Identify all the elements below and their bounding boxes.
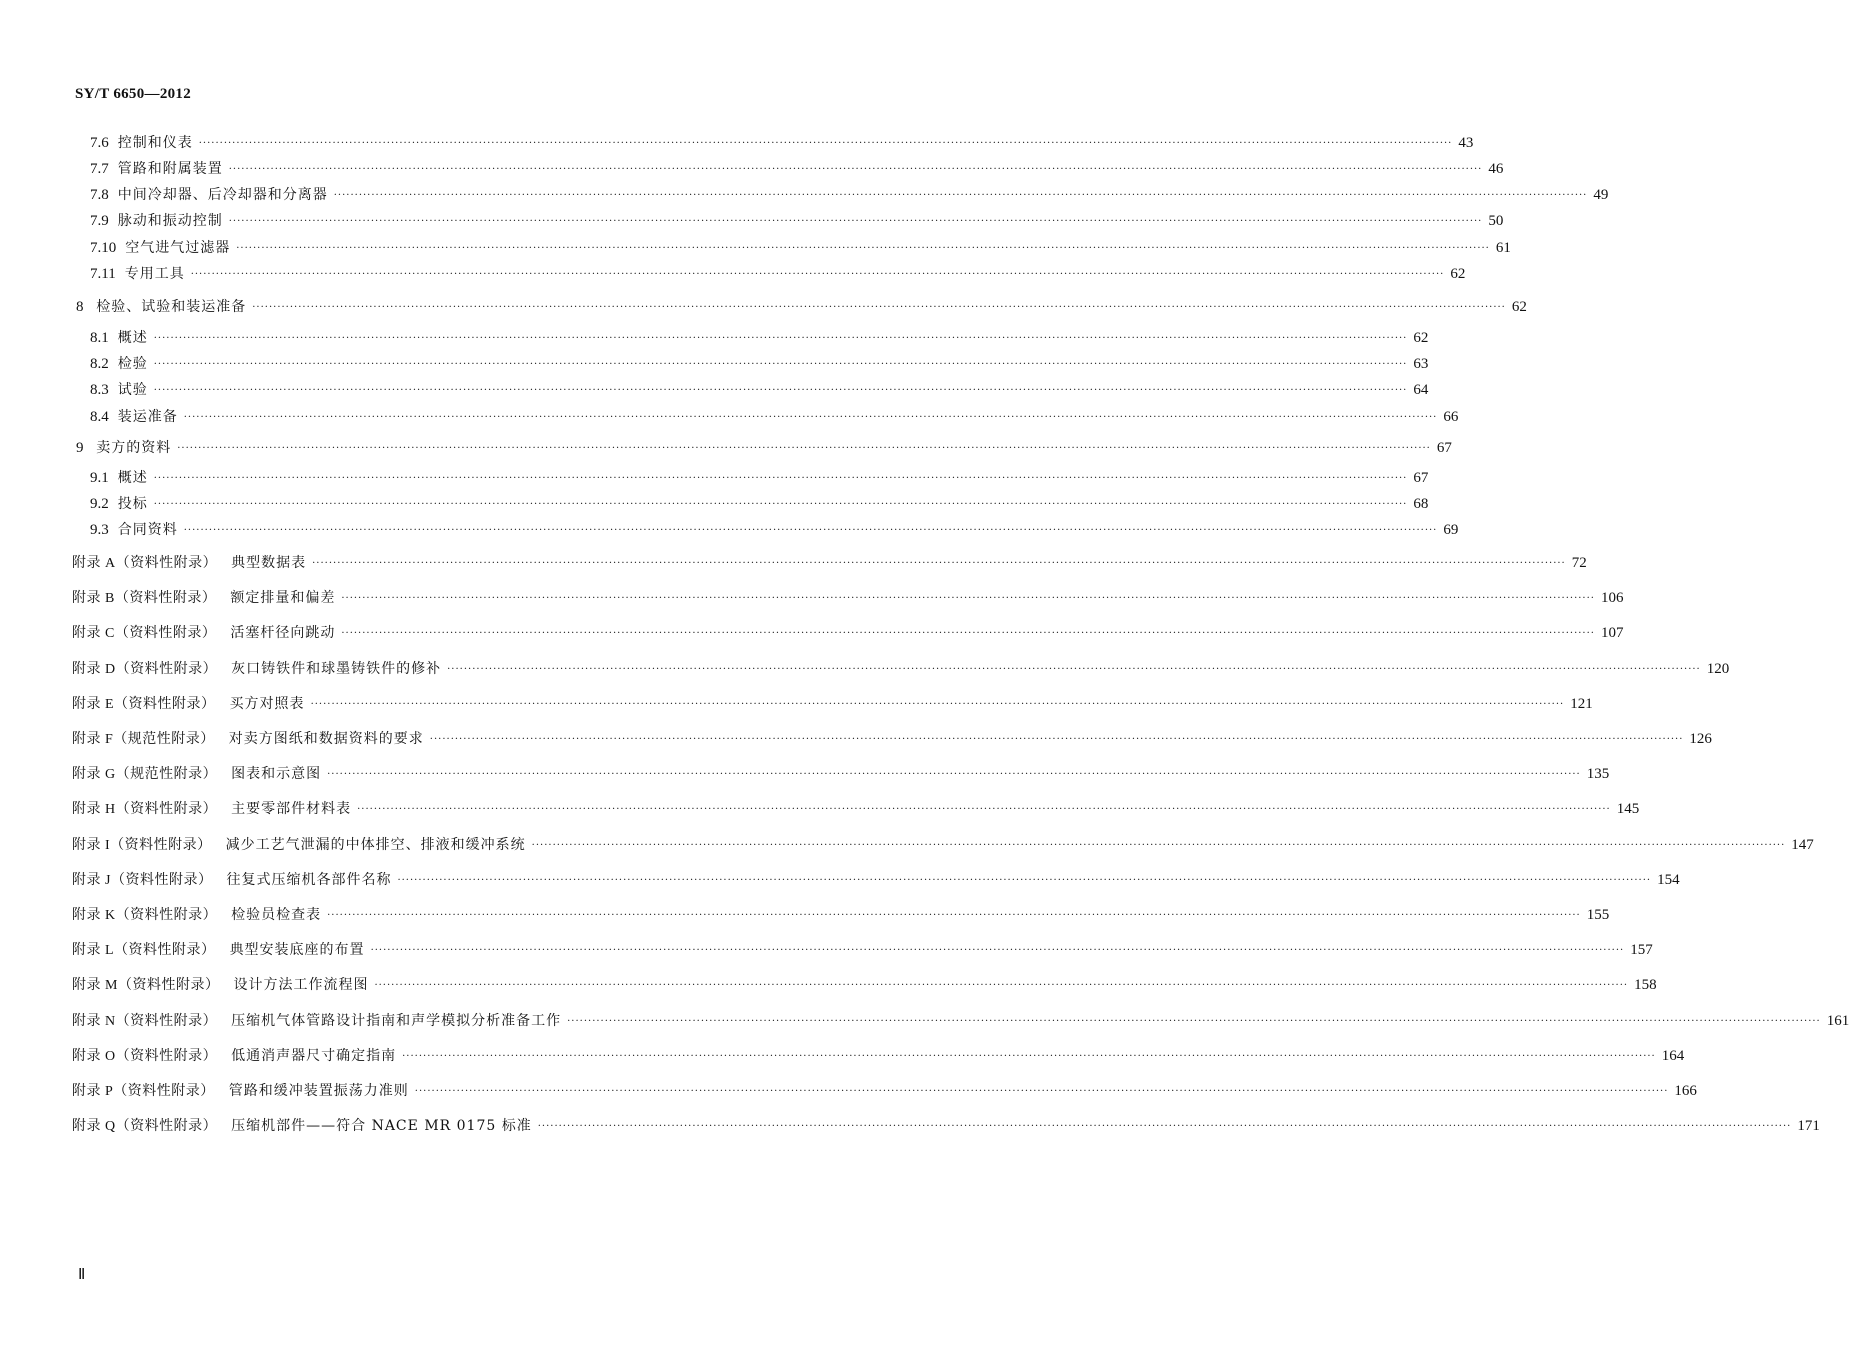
toc-entry-number: 8.1 — [90, 330, 109, 346]
toc-leader-dots: ············································································································································································································································································································ — [414, 1086, 1669, 1097]
toc-section-entry[interactable] — [90, 184, 1609, 204]
toc-entry-title: 试验 — [117, 382, 148, 398]
toc-leader-dots: ············································································································································································································································································································ — [531, 840, 1786, 851]
toc-section-entry[interactable] — [90, 158, 1504, 178]
toc-entry-page: 161 — [1826, 1013, 1849, 1029]
toc-section-entry[interactable] — [90, 467, 1429, 487]
toc-entry-number: 附录 G（规范性附录） — [72, 767, 218, 782]
toc-entry-page: 62 — [1511, 299, 1527, 315]
toc-entry-page: 135 — [1586, 766, 1610, 782]
toc-leader-dots: ············································································································································································································································································································ — [153, 385, 1408, 396]
toc-entry-page: 50 — [1488, 213, 1504, 229]
toc-entry-number: 附录 L（资料性附录） — [72, 943, 216, 958]
toc-leader-dots: ············································································································································································································································································································ — [153, 333, 1408, 344]
toc-entry-title: 合同资料 — [117, 522, 178, 538]
toc-entry-page: 171 — [1797, 1118, 1820, 1134]
toc-leader-dots: ············································································································································································································································································································ — [341, 593, 1595, 604]
toc-entry-number: 附录 P（资料性附录） — [72, 1084, 215, 1099]
toc-annex-entry[interactable] — [72, 1115, 1820, 1135]
toc-leader-dots: ············································································································································································································································································································ — [327, 769, 1581, 780]
toc-entry-title: 活塞杆径向跳动 — [230, 625, 336, 641]
toc-entry-title: 中间冷却器、后冷却器和分离器 — [117, 187, 328, 203]
toc-entry-page: 126 — [1689, 731, 1712, 747]
toc-leader-dots: ············································································································································································································································································································ — [177, 443, 1431, 454]
toc-entry-title: 压缩机部件——符合 NACE MR 0175 标准 — [231, 1118, 532, 1134]
toc-entry-number: 7.6 — [90, 135, 109, 151]
toc-entry-title: 对卖方图纸和数据资料的要求 — [228, 731, 424, 747]
toc-entry-page: 147 — [1791, 837, 1814, 853]
toc-entry-page: 61 — [1495, 240, 1511, 256]
toc-entry-title: 概述 — [117, 330, 148, 346]
toc-entry-title: 卖方的资料 — [96, 440, 172, 456]
toc-section-entry[interactable] — [90, 493, 1429, 513]
toc-entry-page: 158 — [1634, 977, 1657, 993]
toc-entry-title: 检验员检查表 — [231, 907, 322, 923]
toc-annex-entry[interactable] — [72, 939, 1653, 959]
toc-entry-title: 检验、试验和装运准备 — [96, 299, 247, 315]
toc-entry-title: 图表和示意图 — [231, 766, 322, 782]
toc-annex-entry[interactable] — [72, 834, 1814, 854]
toc-entry-number: 附录 Q（资料性附录） — [72, 1119, 218, 1134]
toc-annex-entry[interactable] — [72, 1080, 1697, 1100]
toc-chapter-entry[interactable] — [76, 437, 1452, 457]
toc-leader-dots: ············································································································································································································································································································ — [198, 138, 1453, 149]
toc-entry-number: 7.11 — [90, 266, 116, 282]
toc-leader-dots: ············································································································································································································································································································ — [341, 628, 1595, 639]
toc-annex-entry[interactable] — [72, 763, 1610, 783]
toc-entry-page: 63 — [1413, 356, 1429, 372]
toc-section-entry[interactable] — [90, 263, 1466, 283]
toc-entry-number: 8.2 — [90, 356, 109, 372]
toc-annex-entry[interactable] — [72, 693, 1593, 713]
toc-annex-entry[interactable] — [72, 658, 1730, 678]
toc-entry-page: 68 — [1413, 496, 1429, 512]
toc-entry-title: 典型安装底座的布置 — [229, 942, 365, 958]
toc-entry-page: 157 — [1630, 942, 1653, 958]
toc-leader-dots: ············································································································································································································································································································ — [310, 699, 1565, 710]
toc-entry-number: 附录 F（规范性附录） — [72, 732, 215, 747]
toc-entry-title: 减少工艺气泄漏的中体排空、排液和缓冲系统 — [225, 837, 526, 853]
toc-entry-number: 8 — [76, 299, 88, 315]
toc-leader-dots: ············································································································································································································································································································ — [153, 499, 1408, 510]
toc-entry-number: 附录 E（资料性附录） — [72, 697, 216, 712]
toc-entry-title: 脉动和振动控制 — [117, 213, 223, 229]
toc-annex-entry[interactable] — [72, 798, 1640, 818]
toc-entry-page: 67 — [1436, 440, 1452, 456]
toc-entry-page: 66 — [1443, 409, 1459, 425]
toc-leader-dots: ············································································································································································································································································································ — [402, 1051, 1656, 1062]
toc-annex-entry[interactable] — [72, 622, 1624, 642]
toc-leader-dots: ············································································································································································································································································································ — [357, 804, 1611, 815]
toc-entry-page: 154 — [1657, 872, 1680, 888]
toc-entry-page: 64 — [1413, 382, 1429, 398]
toc-entry-title: 设计方法工作流程图 — [233, 977, 369, 993]
toc-entry-number: 8.4 — [90, 409, 109, 425]
toc-entry-title: 投标 — [117, 496, 148, 512]
toc-leader-dots: ············································································································································································································································································································ — [537, 1121, 1792, 1132]
toc-section-entry[interactable] — [90, 519, 1459, 539]
toc-entry-title: 专用工具 — [124, 266, 185, 282]
toc-entry-number: 附录 D（资料性附录） — [72, 662, 218, 677]
toc-entry-title: 典型数据表 — [231, 555, 307, 571]
toc-annex-entry[interactable] — [72, 552, 1587, 572]
toc-entry-title: 额定排量和偏差 — [230, 590, 336, 606]
toc-annex-entry[interactable] — [72, 1010, 1849, 1030]
toc-entry-number: 7.9 — [90, 213, 109, 229]
toc-leader-dots: ············································································································································································································································································································ — [183, 525, 1438, 536]
toc-leader-dots: ············································································································································································································································································································ — [370, 945, 1625, 956]
toc-section-entry[interactable] — [90, 379, 1429, 399]
toc-entry-title: 主要零部件材料表 — [231, 801, 352, 817]
toc-leader-dots: ············································································································································································································································································································ — [429, 734, 1684, 745]
toc-section-entry[interactable] — [90, 406, 1459, 426]
toc-entry-number: 附录 N（资料性附录） — [72, 1014, 218, 1029]
toc-section-entry[interactable] — [90, 327, 1429, 347]
toc-leader-dots: ············································································································································································································································································································ — [447, 664, 1701, 675]
toc-entry-page: 164 — [1661, 1048, 1685, 1064]
toc-entry-title: 检验 — [117, 356, 148, 372]
toc-entry-number: 9.1 — [90, 470, 109, 486]
toc-entry-number: 附录 A（资料性附录） — [72, 556, 218, 571]
toc-section-entry[interactable] — [90, 353, 1429, 373]
toc-entry-number: 8.3 — [90, 382, 109, 398]
toc-section-entry[interactable] — [90, 132, 1474, 152]
toc-annex-entry[interactable] — [72, 728, 1712, 748]
toc-chapter-entry[interactable] — [76, 296, 1527, 316]
toc-entry-number: 9 — [76, 440, 88, 456]
toc-leader-dots: ············································································································································································································································································································ — [327, 910, 1581, 921]
toc-leader-dots: ············································································································································································································································································································ — [374, 980, 1629, 991]
toc-entry-page: 62 — [1413, 330, 1429, 346]
toc-leader-dots: ············································································································································································································································································································ — [228, 164, 1483, 175]
toc-leader-dots: ············································································································································································································································································································ — [236, 243, 1490, 254]
toc-entry-number: 9.3 — [90, 522, 109, 538]
toc-entry-page: 69 — [1443, 522, 1459, 538]
toc-leader-dots: ············································································································································································································································································································ — [312, 558, 1566, 569]
toc-entry-title: 控制和仪表 — [117, 135, 193, 151]
toc-leader-dots: ············································································································································································································································································································ — [397, 875, 1652, 886]
toc-entry-page: 120 — [1706, 661, 1730, 677]
toc-entry-page: 107 — [1600, 625, 1624, 641]
toc-entry-number: 附录 M（资料性附录） — [72, 978, 220, 993]
toc-entry-title: 空气进气过滤器 — [125, 240, 231, 256]
toc-entry-number: 附录 O（资料性附录） — [72, 1049, 218, 1064]
toc-entry-page: 46 — [1488, 161, 1504, 177]
toc-entry-title: 低通消声器尺寸确定指南 — [231, 1048, 397, 1064]
toc-entry-number: 9.2 — [90, 496, 109, 512]
toc-entry-page: 43 — [1458, 135, 1474, 151]
toc-section-entry[interactable] — [90, 237, 1511, 257]
toc-annex-entry[interactable] — [72, 1045, 1685, 1065]
toc-entry-page: 62 — [1450, 266, 1466, 282]
toc-entry-number: 附录 I（资料性附录） — [72, 838, 212, 853]
toc-entry-number: 7.10 — [90, 240, 117, 256]
toc-entry-page: 67 — [1413, 470, 1429, 486]
toc-entry-title: 装运准备 — [117, 409, 178, 425]
toc-entry-number: 附录 H（资料性附录） — [72, 802, 218, 817]
toc-entry-number: 7.7 — [90, 161, 109, 177]
toc-entry-title: 压缩机气体管路设计指南和声学模拟分析准备工作 — [231, 1013, 562, 1029]
document-code: SY/T 6650—2012 — [75, 86, 192, 102]
toc-entry-title: 概述 — [117, 470, 148, 486]
toc-annex-entry[interactable] — [72, 904, 1610, 924]
toc-entry-page: 166 — [1674, 1083, 1697, 1099]
toc-entry-page: 145 — [1616, 801, 1640, 817]
toc-leader-dots: ············································································································································································································································································································ — [567, 1016, 1821, 1027]
toc-entry-number: 7.8 — [90, 187, 109, 203]
toc-entry-number: 附录 C（资料性附录） — [72, 626, 217, 641]
toc-section-entry[interactable] — [90, 210, 1504, 230]
page-number: Ⅱ — [78, 1267, 86, 1283]
toc-entry-number: 附录 B（资料性附录） — [72, 591, 217, 606]
toc-entry-title: 灰口铸铁件和球墨铸铁件的修补 — [231, 661, 442, 677]
toc-annex-entry[interactable] — [72, 587, 1624, 607]
toc-entry-page: 155 — [1586, 907, 1610, 923]
toc-leader-dots: ············································································································································································································································································································ — [228, 216, 1483, 227]
toc-entry-page: 49 — [1593, 187, 1609, 203]
toc-annex-entry[interactable] — [72, 869, 1680, 889]
toc-leader-dots: ············································································································································································································································································································ — [153, 359, 1408, 370]
toc-leader-dots: ············································································································································································································································································································ — [333, 190, 1588, 201]
toc-entry-title: 往复式压缩机各部件名称 — [226, 872, 392, 888]
toc-entry-page: 72 — [1571, 555, 1587, 571]
toc-leader-dots: ············································································································································································································································································································ — [183, 412, 1438, 423]
toc-leader-dots: ············································································································································································································································································································ — [153, 473, 1408, 484]
toc-leader-dots: ············································································································································································································································································································ — [252, 302, 1506, 313]
toc-entry-page: 121 — [1570, 696, 1593, 712]
toc-entry-title: 管路和附属装置 — [117, 161, 223, 177]
toc-entry-number: 附录 J（资料性附录） — [72, 873, 213, 888]
toc-entry-page: 106 — [1600, 590, 1624, 606]
toc-annex-entry[interactable] — [72, 974, 1657, 994]
toc-entry-number: 附录 K（资料性附录） — [72, 908, 218, 923]
toc-leader-dots: ············································································································································································································································································································ — [190, 269, 1445, 280]
toc-entry-title: 管路和缓冲装置振荡力准则 — [228, 1083, 409, 1099]
toc-entry-title: 买方对照表 — [229, 696, 305, 712]
